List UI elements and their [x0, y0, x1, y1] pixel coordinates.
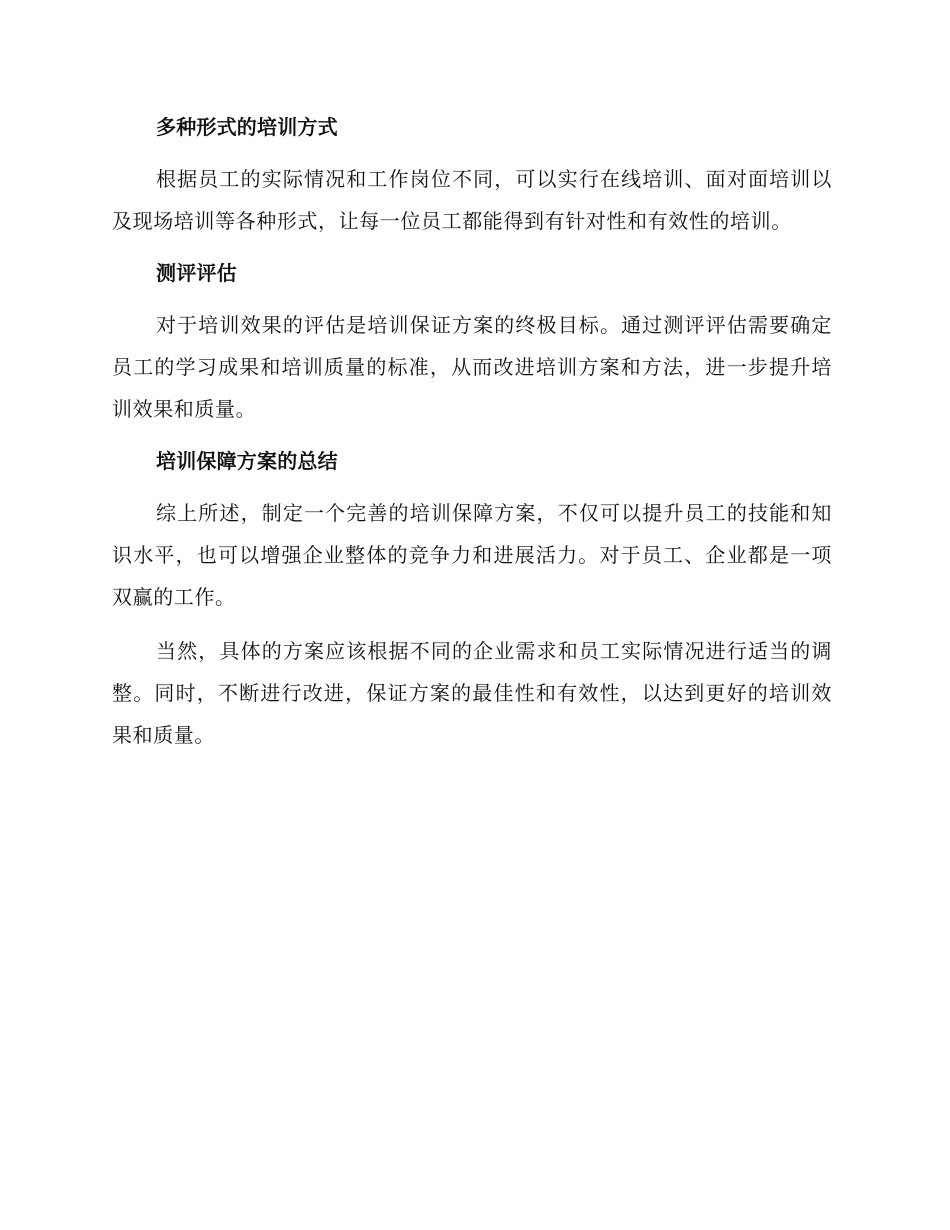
- paragraph-summary-2: 当然，具体的方案应该根据不同的企业需求和员工实际情况进行适当的调整。同时，不断进行改进，保证方案的最佳性和有效性，以达到更好的培训效果和质量。: [112, 639, 832, 747]
- paragraph-summary-1: 综上所述，制定一个完善的培训保障方案，不仅可以提升员工的技能和知识水平，也可以增强企业整体的竞争力和进展活力。对于员工、企业都是一项双赢的工作。: [112, 501, 832, 609]
- paragraph-evaluation: 对于培训效果的评估是培训保证方案的终极目标。通过测评评估需要确定员工的学习成果和培训质量的标准，从而改进培训方案和方法，进一步提升培训效果和质量。: [112, 313, 832, 421]
- section-heading-summary: 培训保障方案的总结: [156, 449, 338, 473]
- section-heading-evaluation: 测评评估: [156, 261, 237, 285]
- document-body: [112, 112, 832, 756]
- section-heading-training-forms: 多种形式的培训方式: [156, 115, 338, 139]
- paragraph-training-forms: 根据员工的实际情况和工作岗位不同，可以实行在线培训、面对面培训以及现场培训等各种形式，让每一位员工都能得到有针对性和有效性的培训。: [112, 167, 832, 233]
